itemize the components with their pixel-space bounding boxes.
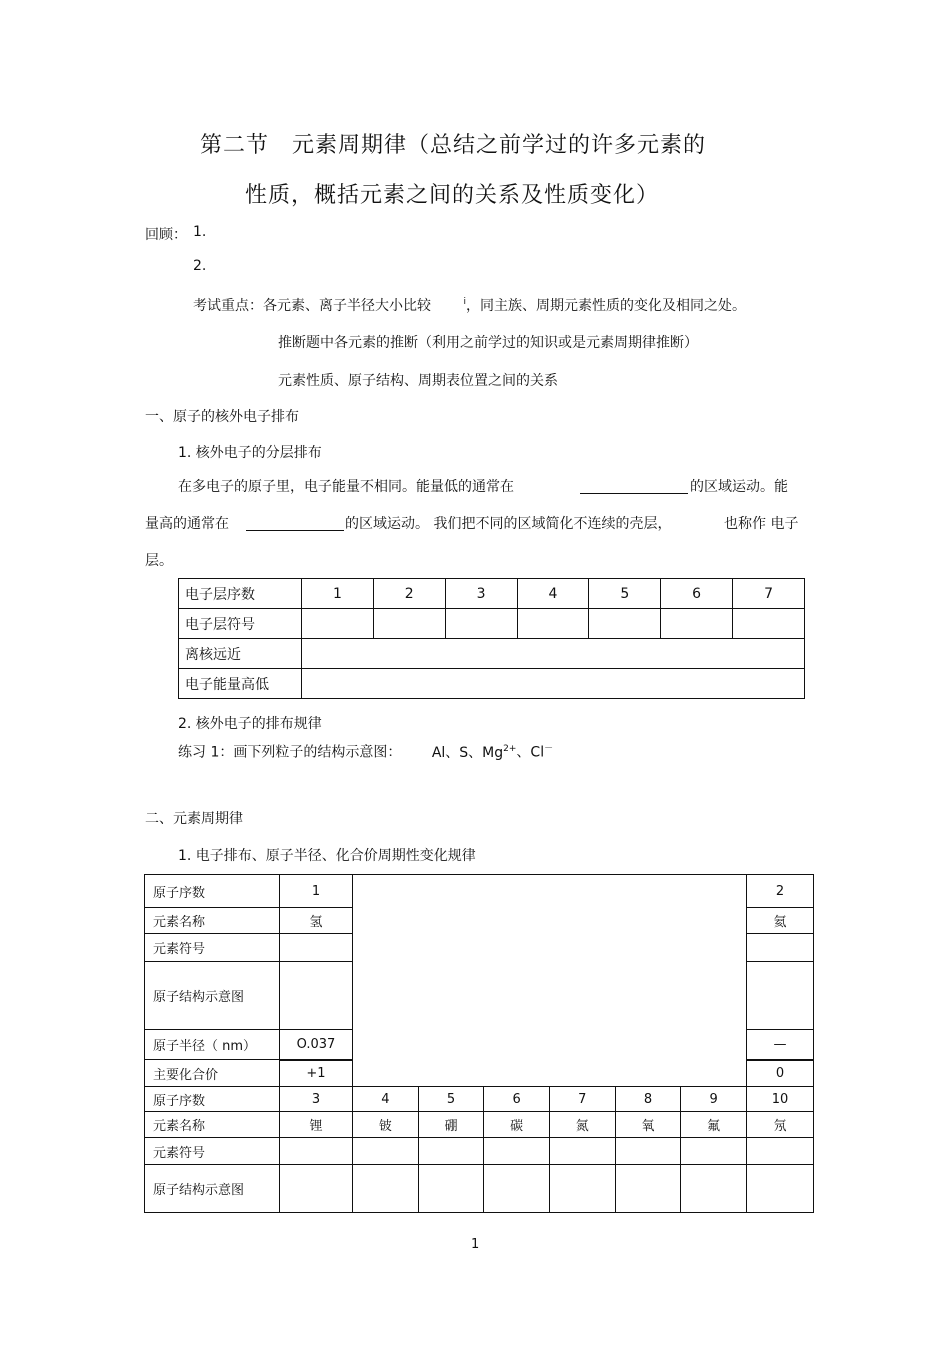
row-label: 元素符号: [145, 1138, 280, 1165]
row-label: 原子半径（ nm）: [145, 1030, 280, 1060]
empty-cell[interactable]: [484, 1138, 550, 1165]
table-row: [145, 1165, 814, 1213]
exam-focus-text-a: 考试重点：各元素、离子半径大小比较: [193, 298, 431, 314]
empty-cell[interactable]: [353, 1138, 419, 1165]
fill-blank-2[interactable]: [246, 514, 344, 531]
empty-cell[interactable]: [747, 962, 814, 1030]
empty-cell[interactable]: [661, 609, 733, 639]
element-number: 7: [549, 1087, 615, 1112]
exercise-line: [178, 741, 553, 762]
empty-cell[interactable]: [484, 1165, 550, 1213]
electron-shell-table: [178, 578, 805, 699]
exam-focus-text-b: ，同主族、周期元素性质的变化及相同之处。: [465, 298, 746, 314]
element-name: 氖: [747, 1112, 814, 1138]
empty-cell[interactable]: [373, 609, 445, 639]
para-text-a: 在多电子的原子里，电子能量不相同。能量低的通常在: [178, 479, 514, 495]
table-row: [145, 1112, 814, 1138]
row-label: 原子结构示意图: [145, 962, 280, 1030]
row-label: 原子序数: [145, 1087, 280, 1112]
empty-cell[interactable]: [445, 609, 517, 639]
table-row: [145, 1138, 814, 1165]
para-text-f: 层。: [145, 553, 173, 569]
periodic-law-table: [144, 874, 814, 1213]
exam-focus-mark: i: [463, 297, 466, 308]
table-row: [145, 1087, 814, 1112]
element-number: 10: [747, 1087, 814, 1112]
row-label: 离核远近: [179, 639, 302, 669]
empty-cell[interactable]: [747, 934, 814, 962]
row-label: 电子层序数: [179, 579, 302, 609]
empty-cell[interactable]: [733, 609, 805, 639]
h-radius: O.037: [280, 1030, 353, 1060]
empty-cell[interactable]: [747, 1138, 814, 1165]
empty-cell[interactable]: [280, 1165, 353, 1213]
exercise-label: 练习 1：画下列粒子的结构示意图：: [178, 744, 402, 761]
para-text-c: 量高的通常在: [145, 516, 229, 532]
section2-heading: 二、元素周期律: [145, 811, 243, 827]
empty-cell[interactable]: [302, 669, 805, 699]
exercise-item-a-sup: 2+: [503, 744, 517, 754]
empty-cell[interactable]: [280, 934, 353, 962]
empty-cell[interactable]: [418, 1138, 484, 1165]
shell-number: 7: [733, 579, 805, 609]
empty-cell[interactable]: [302, 609, 374, 639]
shell-number: 1: [302, 579, 374, 609]
element-name: 氧: [615, 1112, 681, 1138]
h-name: 氢: [280, 908, 353, 934]
empty-cell[interactable]: [517, 609, 589, 639]
row-label: 电子层符号: [179, 609, 302, 639]
para-text-d: 的区域运动。 我们把不同的区域简化不连续的壳层，: [345, 516, 672, 532]
he-name: 氦: [747, 908, 814, 934]
empty-cell[interactable]: [418, 1165, 484, 1213]
empty-cell[interactable]: [681, 1165, 747, 1213]
exam-focus-line2: 推断题中各元素的推断（利用之前学过的知识或是元素周期律推断）: [278, 335, 698, 351]
shell-number: 4: [517, 579, 589, 609]
exercise-item-b: 、Cl: [516, 744, 545, 761]
empty-cell[interactable]: [681, 1138, 747, 1165]
section1-sub1: 1. 核外电子的分层排布: [178, 445, 322, 461]
empty-cell[interactable]: [280, 1138, 353, 1165]
empty-cell[interactable]: [353, 1165, 419, 1213]
shell-number: 3: [445, 579, 517, 609]
row-label: 原子序数: [145, 875, 280, 908]
shell-number: 5: [589, 579, 661, 609]
element-name: 硼: [418, 1112, 484, 1138]
h-valence: +1: [280, 1060, 353, 1087]
element-number: 4: [353, 1087, 419, 1112]
empty-cell[interactable]: [747, 1165, 814, 1213]
section1-heading: 一、原子的核外电子排布: [145, 409, 299, 425]
empty-cell[interactable]: [589, 609, 661, 639]
shell-number: 2: [373, 579, 445, 609]
he-radius: —: [747, 1030, 814, 1060]
table-row: [179, 579, 805, 609]
empty-cell[interactable]: [280, 962, 353, 1030]
review-label: 回顾：: [145, 227, 187, 243]
row-label: 原子结构示意图: [145, 1165, 280, 1213]
element-name: 碳: [484, 1112, 550, 1138]
section1-sub2: 2. 核外电子的排布规律: [178, 716, 322, 732]
section1-para-line1: [178, 476, 514, 496]
fill-blank-1[interactable]: [580, 477, 688, 494]
element-name: 锂: [280, 1112, 353, 1138]
shell-number: 6: [661, 579, 733, 609]
he-valence: 0: [747, 1060, 814, 1087]
element-name: 氮: [549, 1112, 615, 1138]
para-text-e: 也称作 电子: [724, 516, 799, 532]
exam-focus-line3: 元素性质、原子结构、周期表位置之间的关系: [278, 373, 558, 389]
empty-cell[interactable]: [549, 1165, 615, 1213]
empty-cell[interactable]: [615, 1138, 681, 1165]
exam-focus-line1: [193, 295, 746, 315]
review-item-2: 2.: [193, 258, 207, 274]
row-label: 元素符号: [145, 934, 280, 962]
element-number: 5: [418, 1087, 484, 1112]
page-number: 1: [471, 1237, 480, 1252]
row-label: 元素名称: [145, 908, 280, 934]
section2-sub1: 1. 电子排布、原子半径、化合价周期性变化规律: [178, 848, 476, 864]
review-item-1: 1.: [193, 224, 207, 240]
table-row: [179, 609, 805, 639]
table-row: [145, 875, 814, 908]
para-text-b: 的区域运动。能: [690, 479, 788, 495]
h-number: 1: [280, 875, 353, 908]
page-title-line1: 第二节 元素周期律（总结之前学过的许多元素的: [200, 133, 707, 158]
table-row: [179, 639, 805, 669]
row-label: 电子能量高低: [179, 669, 302, 699]
row-label: 元素名称: [145, 1112, 280, 1138]
element-name: 氟: [681, 1112, 747, 1138]
empty-cell[interactable]: [302, 639, 805, 669]
exercise-item-a: Al、S、Mg: [431, 744, 504, 761]
blank-region: [353, 875, 747, 1087]
table-row: [179, 669, 805, 699]
he-number: 2: [747, 875, 814, 908]
element-number: 3: [280, 1087, 353, 1112]
element-name: 铍: [353, 1112, 419, 1138]
element-number: 9: [681, 1087, 747, 1112]
page-title-line2: 性质，概括元素之间的关系及性质变化）: [245, 183, 660, 208]
row-label: 主要化合价: [145, 1060, 280, 1087]
empty-cell[interactable]: [549, 1138, 615, 1165]
element-number: 6: [484, 1087, 550, 1112]
exercise-item-b-sup: －: [544, 744, 554, 754]
element-number: 8: [615, 1087, 681, 1112]
empty-cell[interactable]: [615, 1165, 681, 1213]
